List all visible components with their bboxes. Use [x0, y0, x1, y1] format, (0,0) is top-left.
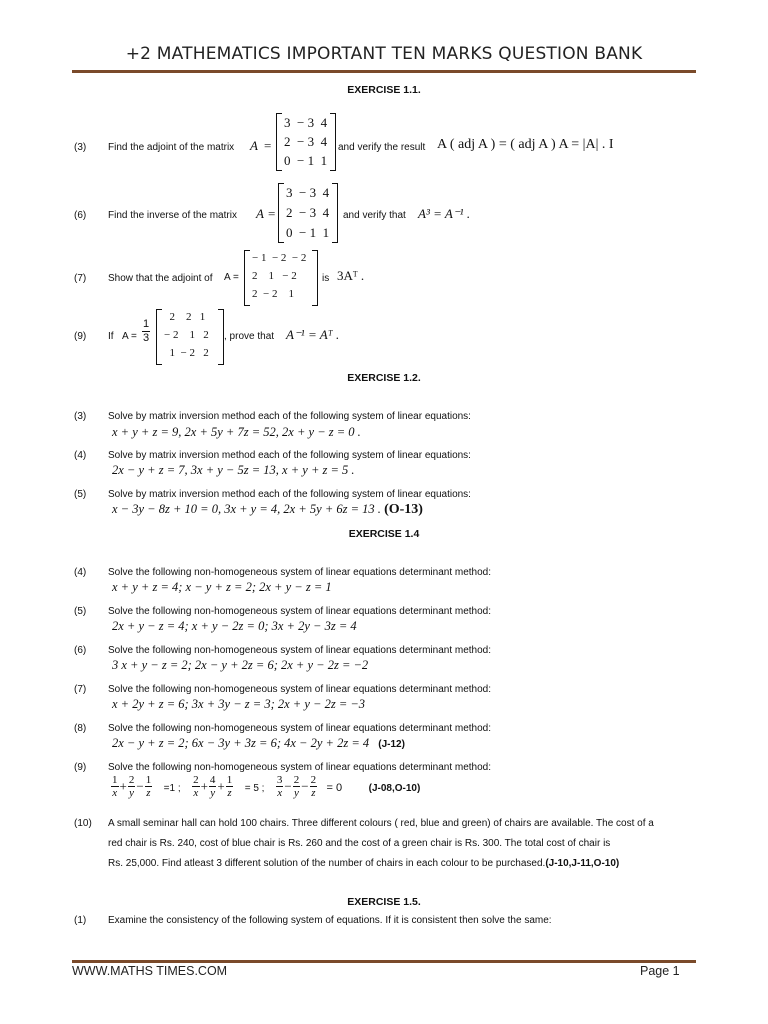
question-number: (7)	[74, 273, 87, 284]
header-rule	[72, 70, 696, 73]
question-text-after: and verify that	[343, 210, 406, 221]
fraction-numerator: 1	[143, 318, 150, 330]
matrix	[276, 113, 336, 171]
question-text: Find the inverse of the matrix	[108, 210, 237, 221]
question-text: Solve the following non-homogeneous system of linear equations determinant method:	[108, 762, 492, 773]
matrix-row: 2 1 − 2	[252, 270, 297, 282]
matrix	[278, 183, 338, 243]
fraction: $\frac{2}{y}$	[293, 774, 300, 799]
question-text: If	[108, 331, 114, 342]
question-number: (6)	[74, 210, 87, 221]
result-expression: A⁻¹ = Aᵀ .	[286, 327, 340, 342]
equation: 2x + y − z = 4; x + y − 2z = 0; 3x + 2y − 3z = 4	[112, 619, 357, 633]
question-number: (3)	[74, 142, 87, 153]
result-expression: A ( adj A ) = ( adj A ) A = |A| . I	[437, 137, 614, 152]
question-text: Find the adjoint of the matrix	[108, 142, 235, 153]
equation: x + 2y + z = 6; 3x + 3y − z = 3; 2x + y − 2z = −3	[112, 697, 366, 711]
matrix-row: 3 − 3 4	[286, 185, 330, 200]
matrix-row: 2 − 3 4	[284, 134, 328, 149]
equals-sign: =	[268, 206, 276, 221]
footer-website-link[interactable]: WWW.MATHS TIMES.COM	[72, 964, 228, 978]
question-number: (9)	[74, 331, 87, 342]
paragraph-line: red chair is Rs. 240, cost of blue chair is Rs. 260 and the cost of a green chair is Rs. 300. The total cost of chair is	[108, 838, 611, 849]
equals-sign: =	[131, 331, 137, 342]
matrix-var: A	[224, 272, 231, 283]
matrix-row: 2 − 3 4	[286, 205, 330, 220]
question-number: (7)	[74, 684, 87, 695]
question-number: (9)	[74, 762, 87, 773]
fraction: $\frac{2}{z}$	[310, 774, 317, 799]
matrix-var: A	[122, 331, 129, 342]
page-number: Page 1	[640, 964, 680, 978]
matrix-row: 0 − 1 1	[284, 153, 328, 168]
question-text: Solve the following non-homogeneous system of linear equations determinant method:	[108, 606, 492, 617]
equation-text: x − 3y − 8z + 10 = 0, 3x + y = 4, 2x + 5y + 6z = 13 .	[112, 502, 381, 516]
matrix	[156, 309, 224, 365]
equals-sign: =	[264, 138, 272, 153]
exam-tag: (J-08,O-10)	[368, 782, 421, 794]
fraction: $\frac{1}{x}$	[112, 774, 118, 799]
fraction: $\frac{2}{y}$	[128, 774, 135, 799]
equation-text: 2x − y + z = 2; 6x − 3y + 3z = 6; 4x − 2y + 2z = 4	[112, 736, 370, 750]
equation	[112, 502, 423, 518]
exercise-1-4-title: EXERCISE 1.4	[348, 528, 420, 540]
equation: x + y + z = 4; x − y + z = 2; 2x + y − z = 1	[112, 580, 332, 594]
question-text: Solve by matrix inversion method each of the following system of linear equations:	[108, 450, 471, 461]
equation: x + y + z = 9, 2x + 5y + 7z = 52, 2x + y − z = 0 .	[112, 425, 361, 439]
exercise-1-5-title: EXERCISE 1.5.	[347, 896, 421, 908]
fraction-equations: $\frac{1}{x}$ + $\frac{2}{y}$ − $\frac{1}{z}$ =1 ; $\frac{2}{x}$ + $\frac{4}{y}$ + $\frac{1}{z}$ = 5 ; $\frac{3}{x}$ − $\frac{2}{y}$ − $\frac{2}{z}$ = 0 (J-08,O-10)	[112, 774, 421, 799]
matrix-var: A	[250, 138, 258, 153]
question-number: (10)	[74, 818, 92, 829]
equation	[112, 736, 405, 751]
exercise-1-2-title: EXERCISE 1.2.	[347, 372, 421, 384]
equals-sign: =	[233, 272, 239, 283]
fraction: $\frac{3}{x}$	[276, 774, 283, 799]
question-text: Solve by matrix inversion method each of the following system of linear equations:	[108, 411, 471, 422]
question-text: Examine the consistency of the following system of equations. If it is consistent then solve the same:	[108, 915, 552, 926]
question-text: Solve the following non-homogeneous system of linear equations determinant method:	[108, 567, 492, 578]
matrix	[244, 250, 318, 306]
fraction: $\frac{1}{z}$	[226, 774, 233, 799]
question-number: (1)	[74, 915, 87, 926]
matrix-row: 2 − 2 1	[252, 288, 294, 300]
question-text: Solve the following non-homogeneous system of linear equations determinant method:	[108, 723, 492, 734]
equation: 2x − y + z = 7, 3x + y − 5z = 13, x + y + z = 5 .	[112, 463, 355, 477]
matrix-row: 2 2 1	[164, 311, 206, 323]
question-text: Solve the following non-homogeneous system of linear equations determinant method:	[108, 684, 492, 695]
question-text-after: is	[322, 273, 330, 284]
question-number: (4)	[74, 450, 87, 461]
matrix-row: − 2 1 2	[164, 329, 209, 341]
paragraph-line: A small seminar hall can hold 100 chairs. Three different colours ( red, blue and green) of chairs are available. The cost of a	[108, 818, 654, 829]
paragraph-text: Rs. 25,000. Find atleast 3 different solution of the number of chairs in each colour to be purchased.	[108, 858, 546, 869]
matrix-var: A	[256, 206, 264, 221]
matrix-row: 1 − 2 2	[164, 347, 209, 359]
fraction: $\frac{1}{z}$	[145, 774, 152, 799]
scalar-fraction	[142, 318, 150, 345]
question-text: Solve the following non-homogeneous system of linear equations determinant method:	[108, 645, 492, 656]
footer-rule	[72, 960, 696, 963]
exam-tag: (O-13)	[384, 502, 423, 517]
fraction: $\frac{2}{x}$	[193, 774, 199, 799]
fraction: $\frac{4}{y}$	[209, 774, 216, 799]
matrix-row: 3 − 3 4	[284, 115, 328, 130]
paragraph-line	[108, 858, 619, 869]
question-number: (3)	[74, 411, 87, 422]
question-number: (8)	[74, 723, 87, 734]
question-text-after: , prove that	[224, 331, 275, 342]
question-text-after: and verify the result	[338, 142, 426, 153]
question-number: (5)	[74, 489, 87, 500]
fraction-denominator: 3	[143, 332, 150, 344]
question-text: Solve by matrix inversion method each of the following system of linear equations:	[108, 489, 471, 500]
result-expression: A³ = A⁻¹ .	[418, 206, 471, 221]
equation: 3 x + y − z = 2; 2x − y + 2z = 6; 2x + y − 2z = −2	[112, 658, 369, 672]
question-text: Show that the adjoint of	[108, 273, 213, 284]
page-header-title: +2 MATHEMATICS IMPORTANT TEN MARKS QUESTION BANK	[125, 44, 643, 64]
matrix-row: 0 − 1 1	[286, 225, 330, 240]
result-expression: 3Aᵀ .	[337, 268, 365, 283]
exam-tag: (J-10,J-11,O-10)	[545, 858, 620, 869]
question-number: (4)	[74, 567, 87, 578]
exam-tag: (J-12)	[378, 739, 405, 750]
question-number: (5)	[74, 606, 87, 617]
question-number: (6)	[74, 645, 87, 656]
matrix-row: − 1 − 2 − 2	[252, 252, 307, 264]
exercise-1-1-title: EXERCISE 1.1.	[347, 84, 421, 96]
